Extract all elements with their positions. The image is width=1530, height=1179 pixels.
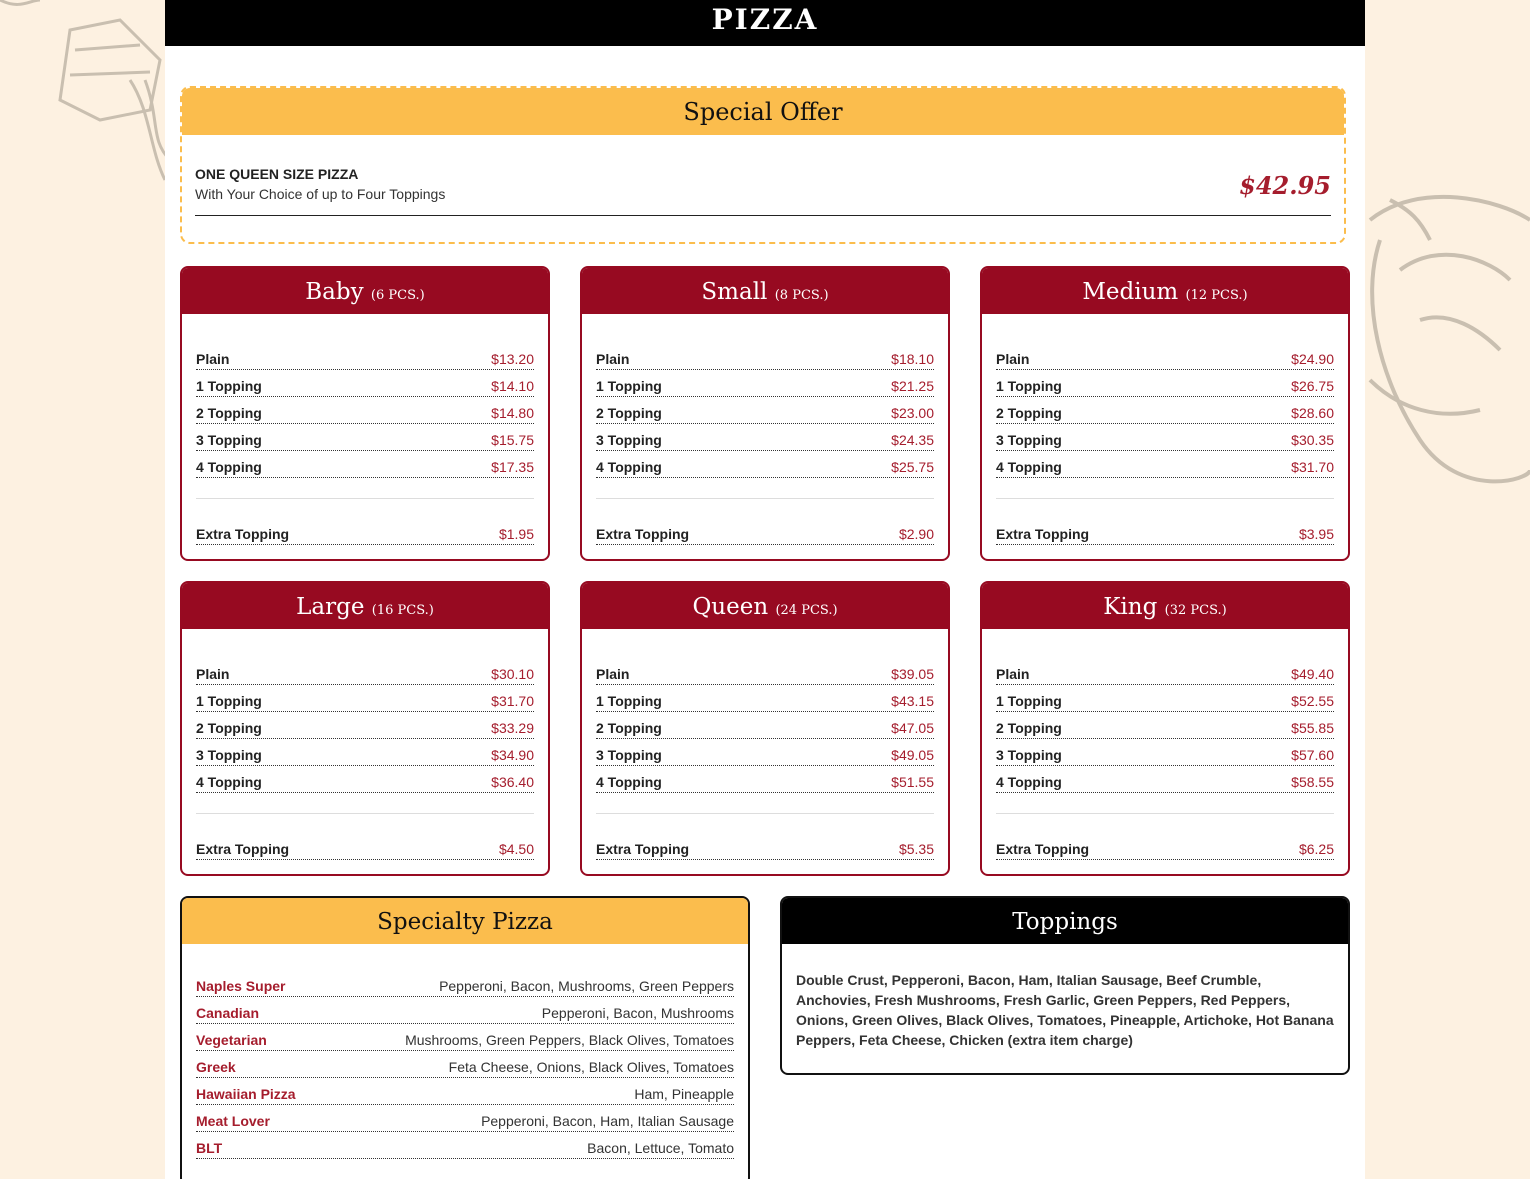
price-row	[996, 398, 1334, 424]
specialty-pizza-box	[180, 896, 750, 1179]
extra-topping-label: Extra Topping	[996, 526, 1090, 542]
specialty-row	[196, 1079, 734, 1105]
price-row-value: $52.55	[1291, 693, 1334, 709]
price-row-label: 4 Topping	[196, 459, 262, 475]
specialty-toppings: Mushrooms, Green Peppers, Black Olives, Tomatoes	[405, 1032, 734, 1048]
size-piece-count: (16 PCS.)	[371, 603, 434, 618]
special-offer-name: ONE QUEEN SIZE PIZZA	[195, 166, 359, 182]
price-row-label: 2 Topping	[596, 405, 662, 421]
price-row-value: $13.20	[491, 351, 534, 367]
price-row-label: 3 Topping	[996, 432, 1062, 448]
price-row	[196, 344, 534, 370]
price-row-value: $23.00	[891, 405, 934, 421]
price-row-value: $24.90	[1291, 351, 1334, 367]
size-price-list	[582, 629, 948, 860]
price-row-value: $14.80	[491, 405, 534, 421]
toppings-box	[780, 896, 1350, 1075]
specialty-toppings: Pepperoni, Bacon, Mushrooms, Green Peppers	[439, 978, 734, 994]
size-card-heading	[182, 583, 548, 629]
size-price-list	[182, 629, 548, 860]
toppings-heading: Toppings	[782, 898, 1348, 944]
specialty-name: Meat Lover	[196, 1113, 270, 1129]
size-piece-count: (8 PCS.)	[774, 288, 829, 303]
price-row-value: $33.29	[491, 720, 534, 736]
price-row-value: $26.75	[1291, 378, 1334, 394]
specialty-toppings: Pepperoni, Bacon, Ham, Italian Sausage	[481, 1113, 734, 1129]
price-row-label: Plain	[996, 351, 1030, 367]
price-row-label: 1 Topping	[596, 378, 662, 394]
price-row-label: 3 Topping	[996, 747, 1062, 763]
specialty-name: BLT	[196, 1140, 223, 1156]
price-row-value: $47.05	[891, 720, 934, 736]
extra-topping-label: Extra Topping	[196, 526, 290, 542]
price-row-label: Plain	[196, 666, 230, 682]
specialty-toppings: Pepperoni, Bacon, Mushrooms	[541, 1005, 734, 1021]
extra-topping-price: $6.25	[1298, 841, 1334, 857]
extra-topping-row	[596, 519, 934, 545]
price-row-value: $49.40	[1291, 666, 1334, 682]
price-row-label: 2 Topping	[196, 405, 262, 421]
extra-topping-label: Extra Topping	[596, 526, 690, 542]
price-row-value: $28.60	[1291, 405, 1334, 421]
price-row-value: $31.70	[491, 693, 534, 709]
price-row-value: $30.10	[491, 666, 534, 682]
specialty-row	[196, 1106, 734, 1132]
size-card-heading	[982, 268, 1348, 314]
price-row-value: $15.75	[491, 432, 534, 448]
price-row	[196, 686, 534, 712]
specialty-list	[182, 944, 748, 1159]
price-row-label: 4 Topping	[596, 459, 662, 475]
price-row	[596, 344, 934, 370]
size-name: Small	[701, 279, 768, 305]
specialty-name: Greek	[196, 1059, 236, 1075]
price-row-value: $58.55	[1291, 774, 1334, 790]
size-piece-count: (12 PCS.)	[1185, 288, 1248, 303]
price-row-label: 3 Topping	[596, 432, 662, 448]
specialty-name: Hawaiian Pizza	[196, 1086, 296, 1102]
price-row-label: 1 Topping	[996, 693, 1062, 709]
price-row-value: $57.60	[1291, 747, 1334, 763]
price-row-value: $39.05	[891, 666, 934, 682]
price-row-value: $17.35	[491, 459, 534, 475]
size-name: Large	[296, 594, 365, 620]
price-row-value: $18.10	[891, 351, 934, 367]
price-row-value: $21.25	[891, 378, 934, 394]
divider	[996, 813, 1334, 814]
specialty-toppings: Feta Cheese, Onions, Black Olives, Tomatoes	[448, 1059, 734, 1075]
price-row	[196, 398, 534, 424]
extra-topping-row	[596, 834, 934, 860]
extra-topping-label: Extra Topping	[196, 841, 290, 857]
price-row	[196, 740, 534, 766]
specialty-toppings: Ham, Pineapple	[634, 1086, 734, 1102]
price-row-label: 1 Topping	[996, 378, 1062, 394]
size-card-baby	[180, 266, 550, 561]
toppings-text: Double Crust, Pepperoni, Bacon, Ham, Italian Sausage, Beef Crumble, Anchovies, Fresh Mushrooms, Fresh Garlic, Green Peppers, Red Peppers, Onions, Green Olives, Black Olives, Tomatoes, Pineapple, Artichoke, Hot Banana Peppers, Feta Cheese, Chicken (extra item charge)	[796, 972, 1334, 1048]
price-row	[596, 452, 934, 478]
price-row-value: $51.55	[891, 774, 934, 790]
size-price-list	[982, 629, 1348, 860]
price-row-label: 3 Topping	[196, 747, 262, 763]
price-row	[196, 659, 534, 685]
price-row-value: $24.35	[891, 432, 934, 448]
price-row-label: 2 Topping	[996, 720, 1062, 736]
price-row	[996, 740, 1334, 766]
price-row-label: Plain	[596, 666, 630, 682]
price-row	[196, 767, 534, 793]
price-row-value: $34.90	[491, 747, 534, 763]
page-title: PIZZA	[165, 0, 1365, 46]
price-row	[196, 371, 534, 397]
price-row-value: $36.40	[491, 774, 534, 790]
specialty-row	[196, 1133, 734, 1159]
pizza-peel-sketch-icon	[0, 0, 170, 200]
price-row-label: 4 Topping	[996, 459, 1062, 475]
price-row-label: 1 Topping	[196, 693, 262, 709]
price-row	[996, 659, 1334, 685]
price-row-label: Plain	[996, 666, 1030, 682]
price-row	[196, 452, 534, 478]
price-row	[996, 344, 1334, 370]
specialty-row	[196, 1052, 734, 1078]
price-row-label: 4 Topping	[996, 774, 1062, 790]
price-row	[596, 659, 934, 685]
special-offer-box	[180, 86, 1346, 244]
special-offer-description: With Your Choice of up to Four Toppings	[195, 186, 446, 202]
specialty-name: Vegetarian	[196, 1032, 267, 1048]
divider	[196, 813, 534, 814]
menu-page	[165, 0, 1365, 1179]
specialty-heading: Specialty Pizza	[182, 898, 748, 944]
specialty-toppings: Bacon, Lettuce, Tomato	[587, 1140, 734, 1156]
price-row-label: 1 Topping	[596, 693, 662, 709]
price-row	[196, 713, 534, 739]
size-card-heading	[582, 583, 948, 629]
price-row-value: $30.35	[1291, 432, 1334, 448]
price-row	[996, 425, 1334, 451]
price-row-label: Plain	[596, 351, 630, 367]
price-row	[596, 740, 934, 766]
price-row-value: $31.70	[1291, 459, 1334, 475]
price-row-value: $49.05	[891, 747, 934, 763]
price-row-label: 2 Topping	[196, 720, 262, 736]
special-offer-price: $42.95	[1239, 171, 1331, 200]
price-row-label: 2 Topping	[596, 720, 662, 736]
extra-topping-price: $3.95	[1298, 526, 1334, 542]
price-row-label: 4 Topping	[196, 774, 262, 790]
special-offer-heading: Special Offer	[182, 88, 1344, 135]
price-row-value: $55.85	[1291, 720, 1334, 736]
specialty-name: Naples Super	[196, 978, 286, 994]
price-row-label: 2 Topping	[996, 405, 1062, 421]
price-row	[596, 371, 934, 397]
extra-topping-row	[996, 519, 1334, 545]
price-row	[996, 767, 1334, 793]
price-row	[996, 713, 1334, 739]
extra-topping-label: Extra Topping	[996, 841, 1090, 857]
size-piece-count: (32 PCS.)	[1164, 603, 1227, 618]
specialty-row	[196, 1025, 734, 1051]
price-row-value: $43.15	[891, 693, 934, 709]
size-card-queen	[580, 581, 950, 876]
price-row	[596, 713, 934, 739]
price-row	[596, 767, 934, 793]
size-card-large	[180, 581, 550, 876]
price-row-label: 3 Topping	[596, 747, 662, 763]
size-card-small	[580, 266, 950, 561]
price-row	[596, 686, 934, 712]
size-card-medium	[980, 266, 1350, 561]
divider	[996, 498, 1334, 499]
price-row	[996, 371, 1334, 397]
extra-topping-price: $4.50	[498, 841, 534, 857]
specialty-name: Canadian	[196, 1005, 260, 1021]
size-card-heading	[582, 268, 948, 314]
price-row-value: $14.10	[491, 378, 534, 394]
price-row-value: $25.75	[891, 459, 934, 475]
extra-topping-row	[996, 834, 1334, 860]
price-row-label: 4 Topping	[596, 774, 662, 790]
specialty-row	[196, 998, 734, 1024]
size-name: Queen	[692, 594, 769, 620]
size-card-king	[980, 581, 1350, 876]
extra-topping-row	[196, 834, 534, 860]
price-row-label: 3 Topping	[196, 432, 262, 448]
special-offer-item	[195, 135, 1331, 216]
size-price-list	[982, 314, 1348, 545]
price-row-label: 1 Topping	[196, 378, 262, 394]
price-row	[996, 452, 1334, 478]
divider	[596, 498, 934, 499]
size-price-list	[182, 314, 548, 545]
size-piece-count: (6 PCS.)	[370, 288, 425, 303]
size-name: King	[1103, 594, 1158, 620]
size-price-list	[582, 314, 948, 545]
extra-topping-price: $2.90	[898, 526, 934, 542]
size-card-heading	[982, 583, 1348, 629]
size-piece-count: (24 PCS.)	[775, 603, 838, 618]
price-row	[596, 398, 934, 424]
size-name: Baby	[305, 279, 364, 305]
extra-topping-price: $5.35	[898, 841, 934, 857]
size-card-heading	[182, 268, 548, 314]
price-row-label: Plain	[196, 351, 230, 367]
extra-topping-label: Extra Topping	[596, 841, 690, 857]
price-row	[596, 425, 934, 451]
extra-topping-row	[196, 519, 534, 545]
extra-topping-price: $1.95	[498, 526, 534, 542]
specialty-row	[196, 971, 734, 997]
price-row	[196, 425, 534, 451]
divider	[196, 498, 534, 499]
size-name: Medium	[1082, 279, 1179, 305]
tomato-sketch-icon	[1360, 180, 1530, 510]
price-row	[996, 686, 1334, 712]
divider	[596, 813, 934, 814]
